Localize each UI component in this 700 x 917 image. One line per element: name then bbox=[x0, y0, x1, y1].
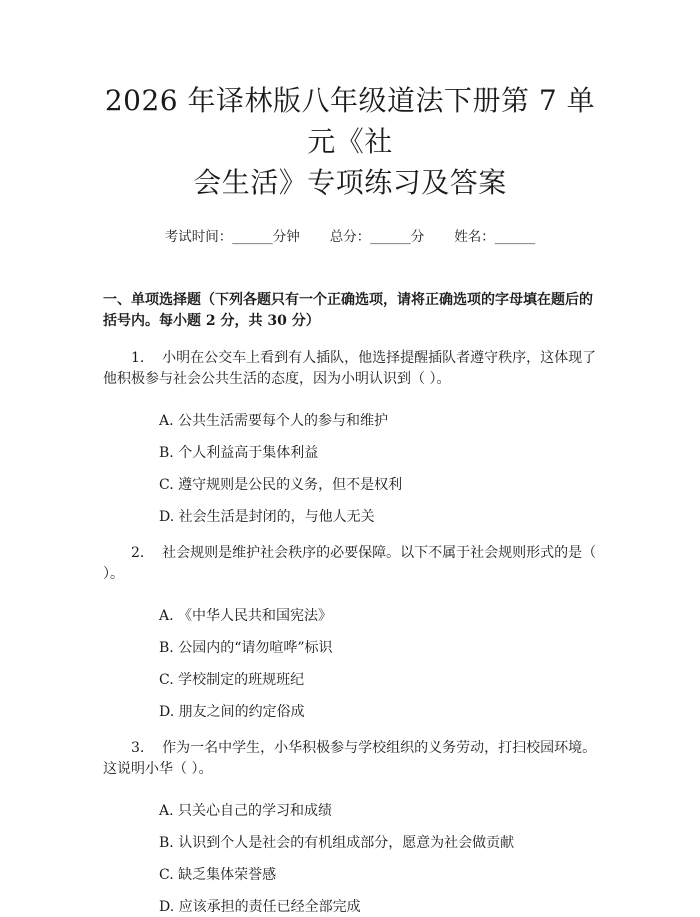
student-name-label: 姓名：______ bbox=[454, 229, 536, 245]
question-3 bbox=[103, 738, 597, 917]
exam-meta bbox=[103, 227, 597, 247]
section-heading: 一、单项选择题（下列各题只有一个正确选项，请将正确选项的字母填在题后的括号内。每小题 2 分，共 30 分） bbox=[103, 292, 593, 329]
option-d: D. 社会生活是封闭的，与他人无关 bbox=[159, 509, 375, 525]
exam-time-label: 考试时间：______分钟 bbox=[164, 229, 300, 245]
option-c: C. 遵守规则是公民的义务，但不是权利 bbox=[159, 477, 403, 493]
option-d: D. 应该承担的责任已经全部完成 bbox=[159, 899, 361, 915]
question-1 bbox=[103, 348, 597, 527]
question-text: 社会规则是维护社会秩序的必要保障。以下不属于社会规则形式的是（ ）。 bbox=[103, 545, 597, 582]
title-line-1: 2026 年译林版八年级道法下册第 7 单元《社 bbox=[104, 84, 596, 158]
question-number: 2. bbox=[131, 545, 145, 561]
question-stem bbox=[103, 738, 597, 780]
option-list bbox=[103, 606, 597, 722]
question-number: 3. bbox=[131, 740, 145, 756]
question-2 bbox=[103, 543, 597, 722]
option-b: B. 公园内的“请勿喧哗”标识 bbox=[159, 640, 333, 656]
option-c: C. 缺乏集体荣誉感 bbox=[159, 867, 277, 883]
total-score-label: 总分：______分 bbox=[329, 229, 425, 245]
document-title bbox=[103, 0, 597, 203]
option-b: B. 个人利益高于集体利益 bbox=[159, 445, 319, 461]
option-a: A. 只关心自己的学习和成绩 bbox=[159, 803, 333, 819]
question-number: 1. bbox=[131, 350, 145, 366]
option-a: A. 《中华人民共和国宪法》 bbox=[159, 608, 333, 624]
question-text: 作为一名中学生，小华积极参与学校组织的义务劳动，打扫校园环境。这说明小华（ ）。 bbox=[103, 740, 597, 777]
question-stem bbox=[103, 348, 597, 390]
option-list bbox=[103, 801, 597, 917]
option-list bbox=[103, 411, 597, 527]
option-b: B. 认识到个人是社会的有机组成部分，愿意为社会做贡献 bbox=[159, 835, 515, 851]
question-text: 小明在公交车上看到有人插队，他选择提醒插队者遵守秩序，这体现了他积极参与社会公共生活的态度，因为小明认识到（ ）。 bbox=[103, 350, 597, 387]
title-line-2: 会生活》专项练习及答案 bbox=[193, 166, 507, 199]
question-stem bbox=[103, 543, 597, 585]
option-c: C. 学校制定的班规班纪 bbox=[159, 672, 305, 688]
option-d: D. 朋友之间的约定俗成 bbox=[159, 704, 305, 720]
option-a: A. 公共生活需要每个人的参与和维护 bbox=[159, 413, 389, 429]
